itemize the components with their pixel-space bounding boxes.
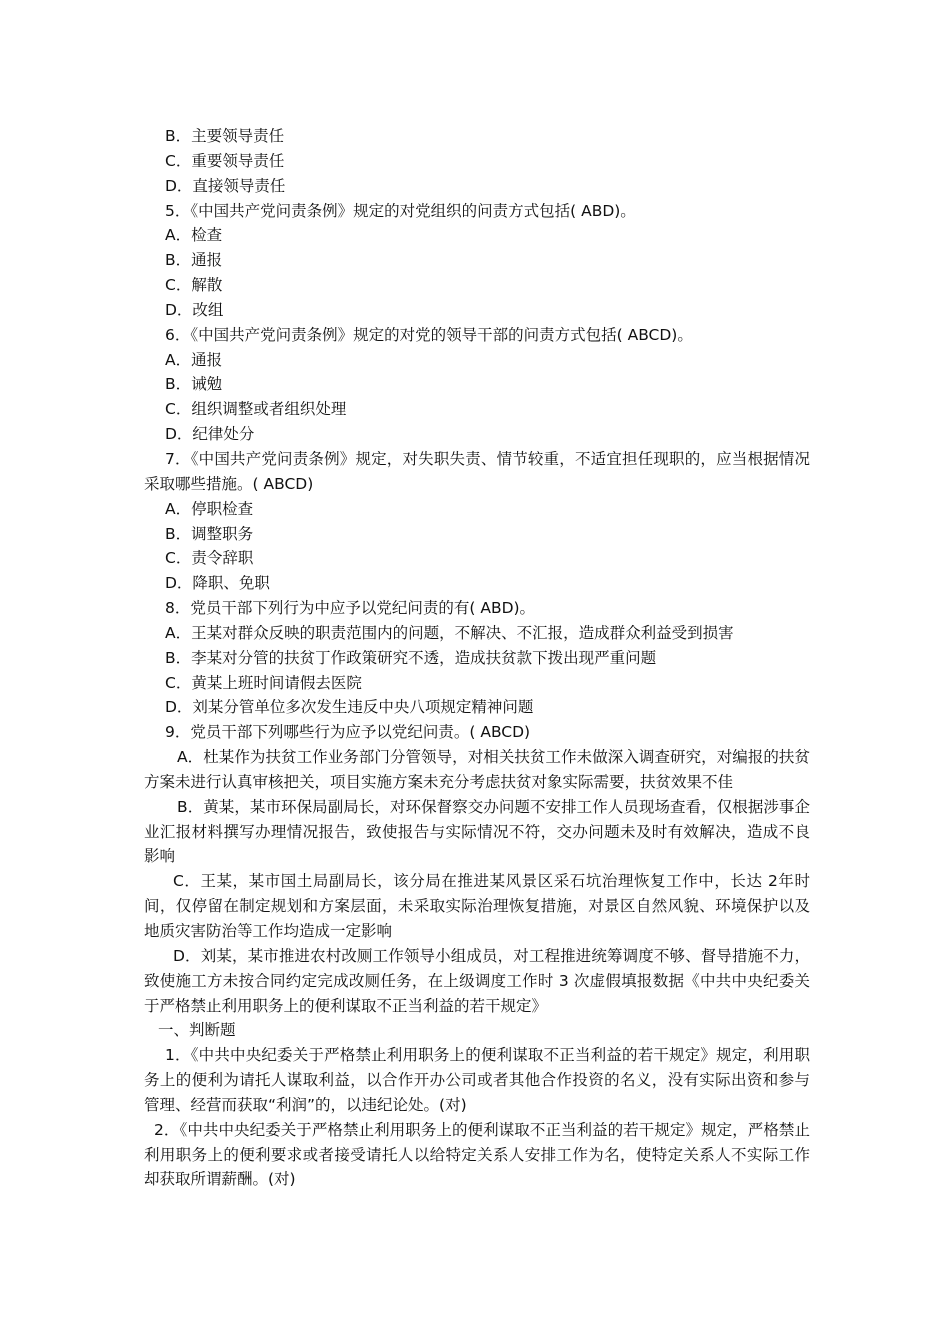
question-7: 7．《中国共产党问责条例》规定，对失职失责、情节较重，不适宜担任现职的，应当根据情况采取哪些措施。( ABCD) xyxy=(144,449,810,493)
q5-option-b: B．通报 xyxy=(165,251,223,270)
section-heading-true-false: 一、判断题 xyxy=(158,1021,236,1040)
option-d-direct-leadership: D．直接领导责任 xyxy=(165,176,286,195)
option-b-main-leadership: B．主要领导责任 xyxy=(165,127,285,145)
judgment-1: 1．《中共中央纪委关于严格禁止利用职务上的便利谋取不正当利益的若干规定》规定，利用职务上的便利为请托人谋取利益，以合作开办公司或者其他合作投资的名义，没有实际出资和参与管理、经营而获取“利润”的，以违纪论处。(对) xyxy=(144,1046,810,1114)
q6-option-d: D．纪律处分 xyxy=(165,425,255,444)
q9-option-a: A．杜某作为扶贫工作业务部门分管领导，对相关扶贫工作未做深入调查研究，对编报的扶贫方案未进行认真审核把关，项目实施方案未充分考虑扶贫对象实际需要，扶贫效果不佳 xyxy=(144,748,810,791)
q7-option-b: B．调整职务 xyxy=(165,524,254,543)
q8-option-b: B．李某对分管的扶贫丁作政策研究不透，造成扶贫款下拨出现严重问题 xyxy=(165,648,657,667)
q9-option-d: D．刘某，某市推进农村改厕工作领导小组成员，对工程推进统筹调度不够、督导措施不力，致使施工方未按合同约定完成改厕任务，在上级调度工作时 3 次虚假填报数据《中共中央纪委关于严格禁止利用职务上的便利谋取不正当利益的若干规定》 xyxy=(144,946,810,1015)
q8-option-c: C．黄某上班时间请假去医院 xyxy=(165,673,362,692)
option-c-important-leadership: C．重要领导责任 xyxy=(165,151,285,170)
question-9: 9．党员干部下列哪些行为应予以党纪问责。( ABCD) xyxy=(165,723,531,742)
question-5: 5．《中国共产党问责条例》规定的对党组织的问责方式包括( ABD)。 xyxy=(165,201,636,220)
q6-option-a: A．通报 xyxy=(165,350,223,369)
q9-option-b: B．黄某，某市环保局副局长，对环保督察交办问题不安排工作人员现场查看，仅根据涉事企业汇报材料撰写办理情况报告，致使报告与实际情况不符，交办问题未及时有效解决，造成不良影响 xyxy=(144,797,810,866)
document-body xyxy=(144,124,810,1192)
q6-option-b: B．诫勉 xyxy=(165,375,223,394)
question-6: 6．《中国共产党问责条例》规定的对党的领导干部的问责方式包括( ABCD)。 xyxy=(165,325,693,344)
q5-option-d: D．改组 xyxy=(165,300,224,319)
q7-option-c: C．责令辞职 xyxy=(165,549,254,568)
q8-option-d: D．刘某分管单位多次发生违反中央八项规定精神问题 xyxy=(165,698,534,717)
question-8: 8．党员干部下列行为中应予以党纪问责的有( ABD)。 xyxy=(165,599,536,618)
q7-option-d: D．降职、免职 xyxy=(165,574,270,593)
q6-option-c: C．组织调整或者组织处理 xyxy=(165,400,347,419)
q9-option-c: C．王某，某市国土局副局长，该分局在推进某风景区采石坑治理恢复工作中，长达 2年时间，仅停留在制定规划和方案层面，未采取实际治理恢复措施，对景区自然风貌、环境保护以及地质灾害防治等工作均造成一定影响 xyxy=(144,872,810,940)
q8-option-a: A．王某对群众反映的职责范围内的问题，不解决、不汇报，造成群众利益受到损害 xyxy=(165,623,734,642)
q7-option-a: A．停职检查 xyxy=(165,499,254,518)
judgment-2: 2．《中共中央纪委关于严格禁止利用职务上的便利谋取不正当利益的若干规定》规定，严格禁止利用职务上的便利要求或者接受请托人以给特定关系人安排工作为名，使特定关系人不实际工作却获取所谓薪酬。(对) xyxy=(144,1120,810,1189)
q5-option-a: A．检查 xyxy=(165,226,223,245)
q5-option-c: C．解散 xyxy=(165,276,223,295)
